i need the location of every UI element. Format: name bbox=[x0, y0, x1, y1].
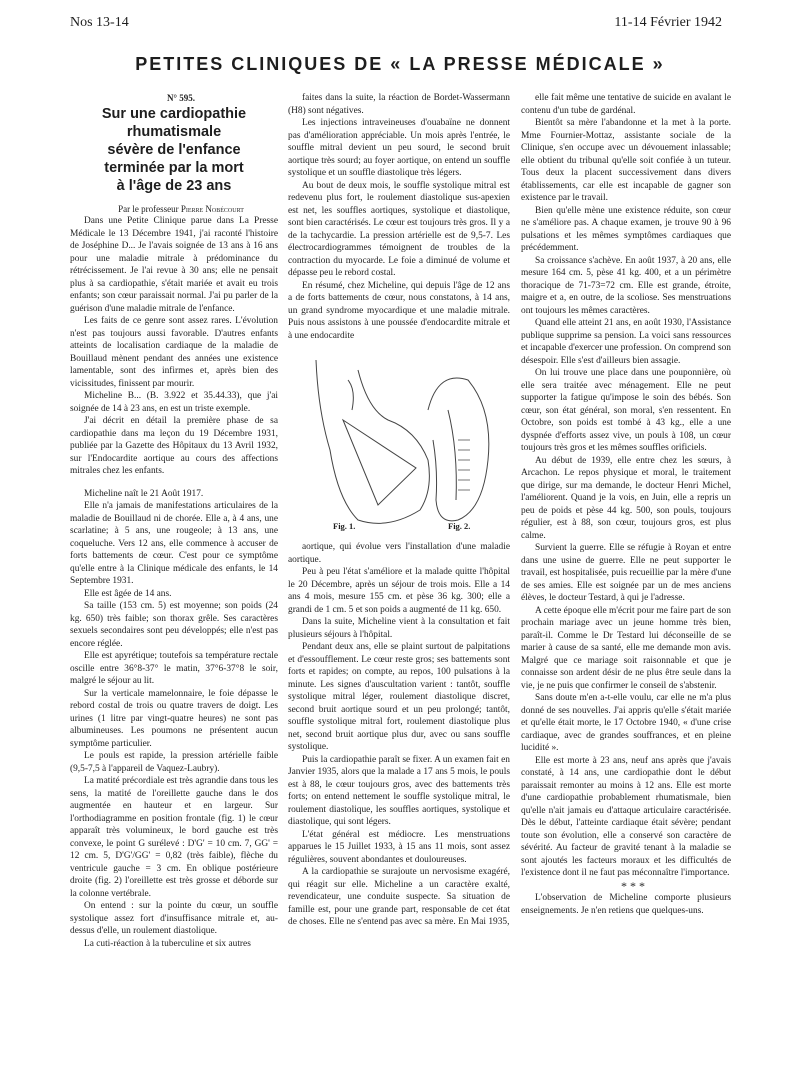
closing-paragraph: L'observation de Micheline comporte plusieurs enseignements. Je n'en retiens que quelques-uns. bbox=[521, 893, 731, 916]
fig1-vessel bbox=[348, 380, 353, 410]
paragraph: Dans une Petite Clinique parue dans La Presse Médicale le 13 Décembre 1941, j'ai raconté l'histoire de Joséphine D... Je l'avais soignée de 13 ans à 16 ans pour une maladie mitrale à prédominance du rétrécissement. Je l'ai revue à 30 ans; elle ne pensait plus à sa cardiopathie, s'était mariée et avait eu trois enfants; son cœur paraissait normal. J'ai pu parler de la guérison d'une maladie mitrale de l'enfance. bbox=[70, 216, 278, 314]
paragraph: Bien qu'elle mène une existence réduite, son cœur ne s'améliore pas. A chaque examen, je trouve 90 à 96 pulsations et les mêmes symptômes cardiaques que précédemment. bbox=[521, 205, 731, 253]
paragraph: Pendant deux ans, elle se plaint surtout de palpitations et d'essoufflement. Le cœur reste gros; ses battements sont forts et rapides; on compte, au repos, 100 pulsations à la minute. Les signes d'auscultation varient : tantôt, souffle systolique mitral léger, roulement diastolique discret, second bruit aortique sourd et un peu prolongé; tantôt, souffle systolique mitral fort, roulement diastolique plus net, second bruit aortique plus dur, avec ou sans souffle systolique. bbox=[288, 642, 510, 752]
column-2 bbox=[288, 92, 510, 1032]
title-line: rhumatismale bbox=[126, 123, 222, 140]
paragraph: Elle est morte à 23 ans, neuf ans après que j'avais constaté, à 14 ans, une cardiopathie dont le début paraissait remonter au moins à 12 ans. Elle est morte d'une cardiopathie probablement rhumatismale, bien qu'elle n'ait jamais eu d'attaque articulaire caractérisée. Dès le début, l'atteinte cardiaque était sévère; pendant toute son évolution, elle a conservé son caractère de sévérité. Au facteur de gravité tenant à la maladie se sont ajoutés les facteurs moraux et les difficultés de l'existence dont il ne faut pas méconnaître l'importance. bbox=[521, 755, 731, 878]
column-1-body bbox=[70, 215, 278, 950]
byline bbox=[70, 203, 278, 216]
paragraph: Dans la suite, Micheline vient à la consultation et fait plusieurs séjours à l'hôpital. bbox=[288, 617, 510, 640]
paragraph: A cette époque elle m'écrit pour me faire part de son prochain mariage avec un jeune homme très bien, paraît-il. Comme le Dr Testard lui déconseille de se marier à cause de sa santé, elle me demande mon avis. Malgré que ce mariage soit raisonnable et que je connaisse son ardent désir de ne plus être seule dans la vie, je ne puis que confirmer le conseil de s'abstenir. bbox=[521, 605, 731, 691]
paragraph: aortique, qui évolue vers l'installation d'une maladie aortique. bbox=[288, 542, 510, 565]
column-2-body-bottom bbox=[288, 541, 510, 929]
paragraph: Quand elle atteint 21 ans, en août 1930, l'Assistance publique supprime sa pension. La voici sans ressources et incapable d'exercer une profession. On comprend son désespoir. Elle s'est d'ailleurs bien assagie. bbox=[521, 318, 731, 366]
author-name: Pierre Nobécourt bbox=[180, 203, 244, 214]
paragraph: faites dans la suite, la réaction de Bordet-Wassermann (H8) sont négatives. bbox=[288, 93, 510, 116]
title-line: Sur une cardiopathie bbox=[101, 105, 247, 122]
article-title bbox=[70, 105, 278, 195]
issue-number: Nos 13-14 bbox=[70, 15, 129, 30]
issue-date: 11-14 Février 1942 bbox=[614, 15, 722, 30]
title-line: terminée par la mort bbox=[104, 159, 244, 176]
title-line: à l'âge de 23 ans bbox=[116, 177, 232, 194]
paragraph: On entend : sur la pointe du cœur, un souffle systolique assez fort d'insuffisance mitrale et, au-dessus d'elle, un roulement diastolique. bbox=[70, 901, 278, 936]
figures bbox=[288, 350, 510, 535]
fig1-caption: Fig. 1. bbox=[333, 521, 356, 531]
fig2-outline bbox=[428, 378, 489, 521]
fig1-heart-outline bbox=[316, 360, 429, 523]
paragraph: Sur la verticale mamelonnaire, le foie dépasse le rebord costal de trois ou quatre travers de doigt. Les urines (1 litre par vingt-quatre heures) ne sont pas albumineuses. Les poumons ne présentent aucun symptôme particulier. bbox=[70, 688, 278, 749]
column-1 bbox=[70, 92, 278, 1032]
paragraph: A la cardiopathie se surajoute un nervosisme exagéré, qui réagit sur elle. Micheline a un caractère exalté, revendicateur, une conduite suspecte. Sa situation de famille est, pour une grande part, responsable de cet état de choses. Elle ne s'entend pas avec sa mère. En Mai 1935, bbox=[288, 867, 510, 927]
fig2-caption: Fig. 2. bbox=[448, 521, 471, 531]
paragraph: Sans doute m'en a-t-elle voulu, car elle ne m'a plus donné de ses nouvelles. J'ai appris qu'elle s'était mariée et qu'elle était morte, le 17 Octobre 1940, « d'une crise cardiaque, avec de grandes souffrances, et en pleine lucidité ». bbox=[521, 693, 731, 753]
paragraph: Le pouls est rapide, la pression artérielle faible (9,5-7,5 à l'appareil de Vaquez-Laubry). bbox=[70, 751, 278, 774]
paragraph: La cuti-réaction à la tuberculine et six autres bbox=[84, 938, 251, 949]
paragraph: On lui trouve une place dans une pouponnière, où elle sera traitée avec ménagement. Elle ne peut supporter la fatigue qu'impose le soin des bébés. Son cœur, son état général, son moral, s'en ressentent. En Octobre, son poids est tombé à 43 kg., elle a une dyspnée d'efforts assez vive, un pouls à 108, un cœur toujours très gros et les mêmes souffles orificiels. bbox=[521, 368, 731, 453]
fig1-triangle bbox=[343, 420, 416, 505]
paragraph: Sa taille (153 cm. 5) est moyenne; son poids (24 kg. 650) très faible; son thorax grêle. Ses caractères sexuels secondaires sont peu développés; elle n'est pas encore réglée. bbox=[70, 601, 278, 649]
paragraph: L'état général est médiocre. Les menstruations apparues le 15 Juillet 1933, à 15 ans 11 mois, sont assez régulières, souvent abondantes et douloureuses. bbox=[288, 829, 510, 865]
title-line: sévère de l'enfance bbox=[107, 141, 241, 158]
paragraph: elle fait même une tentative de suicide en avalant le contenu d'un tube de gardénal. bbox=[521, 93, 731, 116]
column-2-body-top bbox=[288, 92, 510, 342]
paragraph: Elle est âgée de 14 ans. bbox=[84, 588, 172, 599]
fig2-inner bbox=[448, 410, 456, 500]
paragraph: J'ai décrit en détail la première phase de sa cardiopathie dans ma leçon du 19 Décembre 1931, publiée par la Gazette des Hôpitaux du 13 Avril 1932, sur l'Endocardite aortique au cours des affections mitrales chez les enfants. bbox=[70, 416, 278, 476]
paragraph: Puis la cardiopathie paraît se fixer. A un examen fait en Janvier 1935, alors que la malade a 17 ans 5 mois, le pouls est à 88, le cœur toujours gros, avec des battements très forts; on entend nettement le souffle systolique mitral, le roulement diastolique, les souffles aortiques, systolique et diastolique, qui sont légers. bbox=[288, 754, 510, 827]
column-3-body bbox=[521, 92, 731, 880]
paragraph: Elle n'a jamais de manifestations articulaires de la maladie de Bouillaud ni de chorée. Elle a, à 4 ans, une scarlatine; à 5 ans, une rougeole; à 13 ans, une coqueluche. Vers 12 ans, elle commence à accuser de forts battements de cœur. C'est pour ce symptôme qu'elle entre à la Clinique médicale des enfants, le 14 Septembre 1931. bbox=[70, 501, 278, 586]
paragraph: Au début de 1939, elle entre chez les sœurs, à Arcachon. Le repos physique et moral, le traitement que dirige, sur ma demande, le docteur Henri Michel, l'améliorent. Quand je la vois, en Juin, elle a repris un peu de poids et pèse 44 kg. 500, son pouls, toujours régulier, est à 88, son cœur, toujours gros, est plus calme. bbox=[521, 455, 731, 541]
paragraph: Micheline naît le 21 Août 1917. bbox=[84, 488, 204, 499]
paragraph: Sa croissance s'achève. En août 1937, à 20 ans, elle mesure 164 cm. 5, pèse 41 kg. 400, et a un périmètre thoracique de 71-73=72 cm. Elle est grande, étroite, maigre et a, en outre, de la scoliose. Ses menstruations ont toujours les mêmes caractères. bbox=[521, 255, 731, 316]
paragraph: La matité précordiale est très agrandie dans tous les sens, la matité de l'oreillette gauche dans le dos augmentée en hauteur et en largeur. Sur l'orthodiagramme en position frontale (fig. 1) le cœur apparaît très volumineux, le bord gauche est très convexe, le point G surélevé : D'G' = 10 cm. 7, GG' = 12 cm. 5, D'G'/GG' = 0,82 (très faible), flèche du ventricule gauche = 3 cm. En oblique postérieure droite (fig. 2) l'oreillette est très grosse et déborde sur la colonne vertébrale. bbox=[70, 776, 278, 899]
article-number: N° 595. bbox=[166, 93, 196, 103]
paragraph: Les faits de ce genre sont assez rares. L'évolution n'est pas toujours aussi favorable. D'autres enfants atteints de localisation cardiaque de la maladie de Bouillaud mènent pendant des années une existence lamentable, sont des infirmes et, après bien des vicissitudes, finissent par mourir. bbox=[70, 316, 278, 389]
paragraph: Survient la guerre. Elle se réfugie à Royan et entre dans une usine de guerre. Elle ne peut supporter le travail, est hospitalisée, puis recueillie par la mère d'une de ses amies. Elle est soignée par un de mes anciens élèves, le docteur Testard, à qui je l'adresse. bbox=[521, 543, 731, 603]
byline-prefix: Par le professeur bbox=[118, 203, 179, 214]
paragraph: Les injections intraveineuses d'ouabaïne ne donnent pas d'amélioration appréciable. Un mois après l'entrée, le souffle mitral devient un peu sourd, le second bruit aortique très sourd; au foyer aortique, on entend un souffle systolique et un souffle diastolique très légers. bbox=[288, 118, 510, 178]
paragraph: Micheline B... (B. 3.922 et 35.44.33), que j'ai soignée de 14 à 23 ans, en est un triste exemple. bbox=[70, 391, 278, 414]
paragraph: Elle est apyrétique; toutefois sa température rectale oscille entre 36°8-37° le matin, 37°6-37°8 le soir, malgré le séjour au lit. bbox=[70, 651, 278, 686]
paragraph: Au bout de deux mois, le souffle systolique mitral est redevenu plus fort, le roulement diastolique sus-apexien est net, les souffles aortiques, systolique et diastolique, sont bien caractérisés. Le cœur est toujours très gros. Il y a de la tachycardie. La pression artérielle est de 9,5-7. Les électrocardiogrammes témoignent de troubles de la contraction du myocarde. Le foie a diminué de volume et dépasse peu le rebord costal. bbox=[288, 180, 510, 278]
paragraph: Bientôt sa mère l'abandonne et la met à la porte. Mme Fournier-Mottaz, assistante sociale de la Clinique, s'en occupe avec un dévouement inlassable; elle obtient du tribunal qu'elle soit confiée à un tuteur. Tous deux la placent successivement dans divers établissements, car elle est incapable de gagner son existence par le travail. bbox=[521, 118, 731, 203]
paragraph: Peu à peu l'état s'améliore et la malade quitte l'hôpital le 20 Décembre, après un séjour de trois mois. Elle a 14 ans 4 mois, mesure 155 cm. et pèse 36 kg. 300; elle a grandi de 1 cm. 5 et son poids a augmenté de 11 kg. 650. bbox=[288, 567, 510, 615]
orthodiagram-figures bbox=[288, 350, 510, 535]
column-3 bbox=[521, 92, 731, 1032]
masthead: PETITES CLINIQUES DE « LA PRESSE MÉDICALE » bbox=[135, 54, 665, 74]
paragraph: En résumé, chez Micheline, qui depuis l'âge de 12 ans a de forts battements de cœur, nous constatons, à 14 ans, un grand syndrome myocardique et une maladie mitrale. Puis nous assistons à une poussée d'endocardite mitrale et à une endocardite bbox=[288, 280, 510, 341]
section-separator: * * * bbox=[621, 878, 645, 893]
